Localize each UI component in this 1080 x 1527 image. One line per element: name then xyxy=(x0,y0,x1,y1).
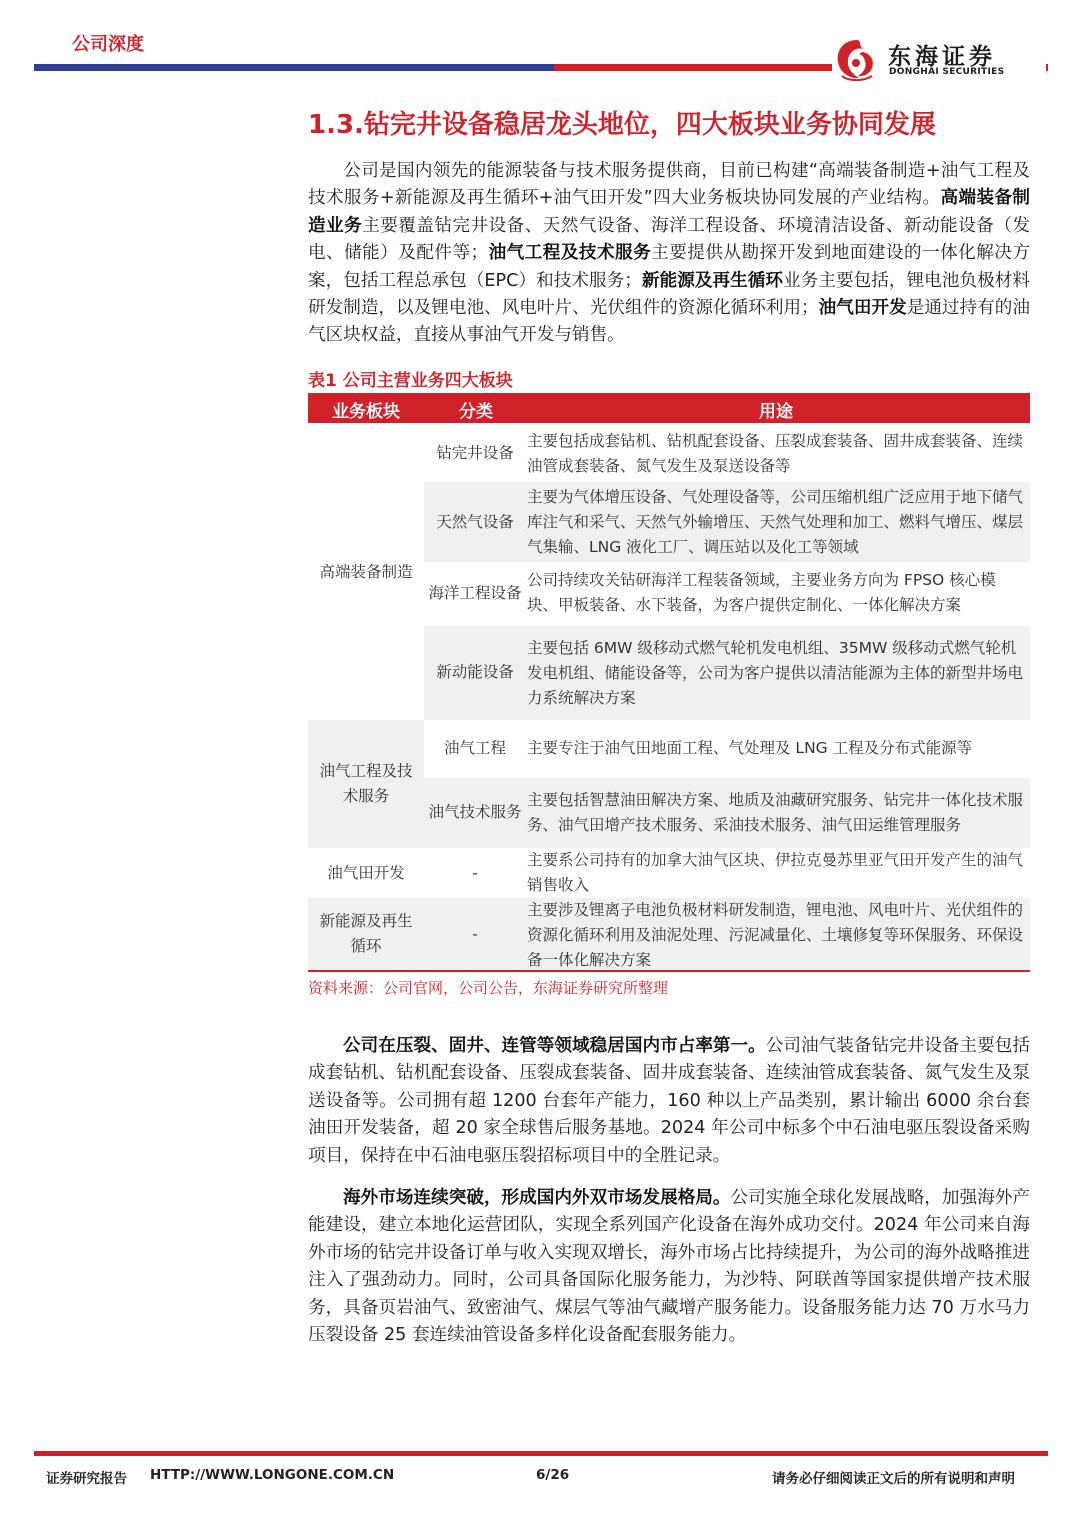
usage-cell: 主要系公司持有的加拿大油气区块、伊拉克曼苏里亚气田开发产生的油气销售收入 xyxy=(527,851,1024,894)
intro-bold-1: 高端装备制造业务 xyxy=(308,188,1030,236)
overseas-lead: 海外市场连续突破，形成国内外双市场发展格局。 xyxy=(343,1188,731,1208)
overseas-text: 公司实施全球化发展战略，加强海外产能建设，建立本地化运营团队，实现全系列国产化设备在海外成功交付。2024 年公司来自海外市场的钻完井设备订单与收入实现双增长，海外市场占比持续提升，为公司的海外战略推进注入了强劲动力。同时，公司具备国际化服务能力，为沙特、阿联酋等国家提供增产技术服务，具备页岩油气、致密油气、煤层气等油气藏增产服务能力。设备服务能力达 70 万水马力压裂设备 25 套连续油管设备多样化设备配套服务能力。 xyxy=(308,1188,1030,1346)
category-cell: 钻完井设备 xyxy=(436,444,514,462)
section-tag: 公司深度 xyxy=(72,34,144,55)
usage-cell: 主要包括 6MW 级移动式燃气轮机发电机组、35MW 级移动式燃气轮机发电机组、储能设备等，公司为客户提供以清洁能源为主体的新型井场电力系统解决方案 xyxy=(527,639,1024,707)
section-title: 1.3.钻完井设备稳居龙头地位，四大板块业务协同发展 xyxy=(308,110,936,140)
header-category: 分类 xyxy=(459,402,493,422)
usage-cell: 主要包括智慧油田解决方案、地质及油藏研究服务、钻完井一体化技术服务、油气田增产技术服务、采油技术服务、油气田运维管理服务 xyxy=(527,791,1024,834)
market-share-paragraph xyxy=(308,1033,1030,1170)
table-caption: 表1 公司主营业务四大板块 xyxy=(308,371,513,391)
overseas-paragraph xyxy=(308,1185,1030,1349)
intro-text-2: 主要覆盖钻完井设备、天然气设备、海洋工程设备、环境清洁设备、新动能设备（发电、储能）及配件等； xyxy=(308,215,1030,264)
intro-text-3: 主要提供从勘探开发到地面建设的一体化解决方案，包括工程总承包（EPC）和技术服务； xyxy=(308,243,1030,291)
brand-logo xyxy=(832,36,1046,82)
category-cell: 天然气设备 xyxy=(436,513,514,531)
category-cell: 油气工程 xyxy=(443,739,506,757)
category-cell: - xyxy=(472,864,478,882)
footer-rule xyxy=(34,1451,1048,1456)
market-share-text: 公司油气装备钻完井设备主要包括成套钻机、钻机配套设备、压裂成套装备、固井成套装备、连续油管成套装备、氮气发生及泵送设备等。公司拥有超 1200 台套年产能力，160 种以上产品类别，累计输出 6000 余台套油田开发装备，超 20 家全球售后服务基地。2024 年公司中标多个中石油电驱压裂设备采购项目，保持在中石油电驱压裂招标项目中的全胜记录。 xyxy=(308,1036,1030,1166)
market-share-lead: 公司在压裂、固井、连管等领域稳居国内市占率第一。 xyxy=(343,1036,766,1056)
segment-high-end-equipment: 高端装备制造 xyxy=(319,563,413,581)
table-bottom-rule xyxy=(308,970,1030,972)
category-cell: - xyxy=(472,925,478,943)
intro-text-5: 是通过持有的油气区块权益，直接从事油气开发与销售。 xyxy=(308,298,1030,346)
footer-disclaimer: 请务必仔细阅读正文后的所有说明和声明 xyxy=(772,1471,1015,1487)
table-source: 资料来源：公司官网，公司公告，东海证券研究所整理 xyxy=(308,979,669,997)
footer-page-number: 6/26 xyxy=(536,1467,570,1483)
dragon-logo-icon xyxy=(832,36,882,82)
table-header xyxy=(308,393,1030,423)
intro-paragraph xyxy=(308,158,1030,350)
segment-new-energy: 新能源及再生循环 xyxy=(319,912,413,955)
intro-text-1: 公司是国内领先的能源装备与技术服务提供商，目前已构建“高端装备制造+油气工程及技术服务+新能源及再生循环+油气田开发”四大业务板块协同发展的产业结构。 xyxy=(308,161,1030,209)
intro-bold-3: 新能源及再生循环 xyxy=(641,270,784,291)
footer-report-type: 证券研究报告 xyxy=(46,1471,127,1487)
footer-url[interactable]: HTTP://WWW.LONGONE.COM.CN xyxy=(150,1467,395,1483)
segment-oilgas-engineering: 油气工程及技术服务 xyxy=(319,762,413,805)
intro-bold-4: 油气田开发 xyxy=(818,298,907,319)
usage-cell: 主要专注于油气田地面工程、气处理及 LNG 工程及分布式能源等 xyxy=(527,739,973,757)
intro-bold-2: 油气工程及技术服务 xyxy=(488,243,652,264)
header-bar-blue xyxy=(34,64,554,71)
intro-text-4: 业务主要包括，锂电池负极材料研发制造，以及锂电池、风电叶片、光伏组件的资源化循环利用； xyxy=(308,270,1030,319)
header-segment: 业务板块 xyxy=(332,402,400,422)
logo-english-name: DONGHAI SECURITIES xyxy=(889,67,1005,77)
category-cell: 海洋工程设备 xyxy=(428,584,522,602)
usage-cell: 主要包括成套钻机、钻机配套设备、压裂成套装备、固井成套装备、连续油管成套装备、氮气发生及泵送设备等 xyxy=(527,432,1024,475)
category-cell: 油气技术服务 xyxy=(428,803,522,821)
logo-chinese-name: 东海证券 xyxy=(888,44,996,70)
segment-oilgas-field: 油气田开发 xyxy=(327,864,405,882)
category-cell: 新动能设备 xyxy=(436,663,514,681)
usage-cell: 主要涉及锂离子电池负极材料研发制造，锂电池、风电叶片、光伏组件的资源化循环利用及油泥处理、污泥减量化、土壤修复等环保服务、环保设备一体化解决方案 xyxy=(527,901,1024,969)
usage-cell: 主要为气体增压设备、气处理设备等，公司压缩机组广泛应用于地下储气库注气和采气、天然气外输增压、天然气处理和加工、燃料气增压、煤层气集输、LNG 液化工厂、调压站以及化工等领域 xyxy=(527,488,1024,556)
usage-cell: 公司持续攻关钻研海洋工程装备领域，主要业务方向为 FPSO 核心模块、甲板装备、水下装备，为客户提供定制化、一体化解决方案 xyxy=(527,571,996,614)
header-usage: 用途 xyxy=(759,402,793,422)
